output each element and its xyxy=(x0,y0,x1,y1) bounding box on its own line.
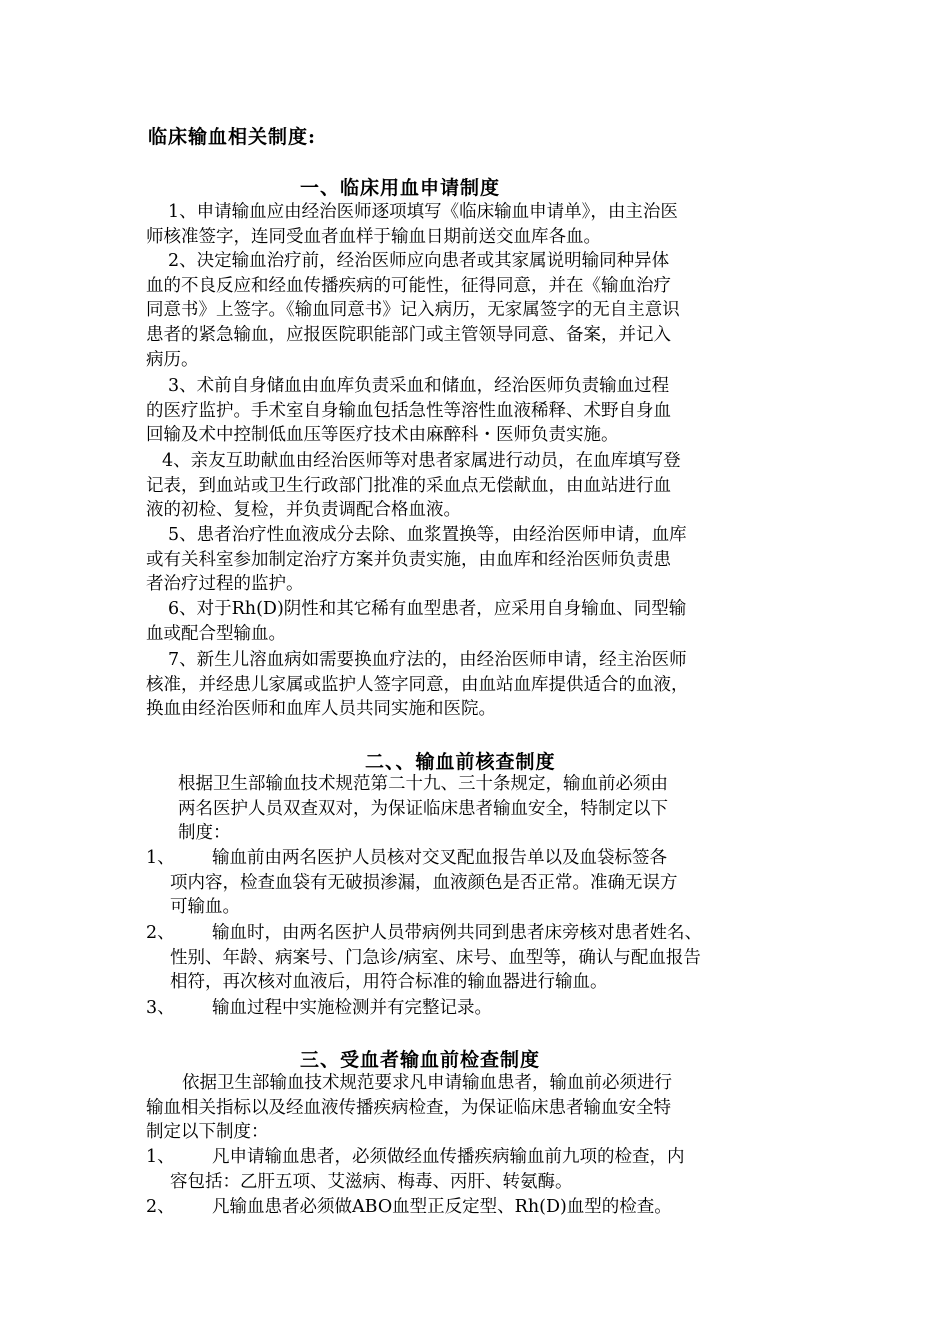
text-line: 回输及术中控制低血压等医疗技术由麻醉科・医师负责实施。 xyxy=(146,425,619,446)
text-line: 输血相关指标以及经血液传播疾病检查，为保证临床患者输血安全特 xyxy=(146,1097,671,1118)
section-3-item-1-number: 1、 xyxy=(146,1147,175,1167)
text-line: 或有关科室参加制定治疗方案并负责实施，由血库和经治医师负责患 xyxy=(146,549,671,570)
text-line: 6、对于Rh(D)阴性和其它稀有血型患者，应采用自身输血、同型输 xyxy=(168,599,687,619)
section-1-paragraph-6 xyxy=(168,597,686,622)
section-1-paragraph-6-cont xyxy=(146,622,286,647)
text-line: 项内容，检查血袋有无破损渗漏，血液颜色是否正常。准确无误方 xyxy=(170,872,678,893)
text-line: 根据卫生部输血技术规范第二十九、三十条规定，输血前必须由 xyxy=(178,774,668,794)
text-line: 相符，再次核对血液后，用符合标准的输血器进行输血。 xyxy=(170,972,608,993)
text-line: 换血由经治医师和血库人员共同实施和医院。 xyxy=(146,699,496,720)
section-2-item-1 xyxy=(212,846,667,871)
text-line: 制度： xyxy=(178,823,231,844)
text-line: 输血过程中实施检测并有完整记录。 xyxy=(212,998,492,1018)
section-3-item-2 xyxy=(212,1195,672,1220)
section-2-item-2-cont xyxy=(170,946,701,995)
text-line: 记表，到血站或卫生行政部门批准的采血点无偿献血，由血站进行血 xyxy=(146,475,671,496)
section-1-paragraph-5 xyxy=(168,523,687,548)
section-3-intro-cont xyxy=(146,1096,671,1145)
text-line: 血或配合型输血。 xyxy=(146,623,286,644)
section-2-item-2 xyxy=(212,921,702,946)
section-1-paragraph-3-cont xyxy=(146,399,671,448)
section-1-paragraph-7 xyxy=(168,648,687,673)
section-2-item-2-number: 2、 xyxy=(146,923,175,943)
text-line: 制定以下制度： xyxy=(146,1122,269,1143)
text-line: 师核准签字，连同受血者血样于输血日期前送交血库各血。 xyxy=(146,226,601,247)
section-1-paragraph-1-cont xyxy=(146,225,601,250)
section-1-paragraph-5-cont xyxy=(146,548,671,597)
section-1-paragraph-1 xyxy=(168,200,678,225)
section-2-item-1-cont xyxy=(170,871,678,920)
text-line: 2、决定输血治疗前，经治医师应向患者或其家属说明输同种异体 xyxy=(168,251,670,272)
section-3-item-1 xyxy=(212,1145,685,1170)
text-line: 凡输血患者必须做ABO血型正反定型、Rh(D)血型的检查。 xyxy=(212,1197,672,1217)
section-2-title: 二、、输血前核查制度 xyxy=(365,751,556,773)
section-3-item-1-cont xyxy=(170,1170,573,1195)
section-3-intro xyxy=(182,1071,672,1096)
document-title: 临床输血相关制度: xyxy=(148,126,317,148)
text-line: 凡申请输血患者，必须做经血传播疾病输血前九项的检查，内 xyxy=(212,1147,685,1167)
text-line: 的医疗监护。手术室自身输血包括急性等溶性血液稀释、术野自身血 xyxy=(146,400,671,421)
section-1-paragraph-2-cont xyxy=(146,274,680,372)
text-line: 依据卫生部输血技术规范要求凡申请输血患者，输血前必须进行 xyxy=(182,1073,672,1093)
section-2-intro xyxy=(178,772,668,846)
text-line: 核准，并经患儿家属或监护人签字同意，由血站血库提供适合的血液， xyxy=(146,674,689,695)
text-line: 性别、年龄、病案号、门急诊/病室、床号、血型等，确认与配血报告 xyxy=(170,947,701,968)
text-line: 患者的紧急输血，应报医院职能部门或主管领导同意、备案，并记入 xyxy=(146,324,671,345)
text-line: 血的不良反应和经血传播疾病的可能性，征得同意，并在《输血治疗 xyxy=(146,275,671,296)
section-3-title: 三、受血者输血前检查制度 xyxy=(300,1049,541,1071)
text-line: 1、申请输血应由经治医师逐项填写《临床输血申请单》，由主治医 xyxy=(168,202,678,222)
text-line: 容包括：乙肝五项、艾滋病、梅毒、丙肝、转氨酶。 xyxy=(170,1171,573,1192)
text-line: 7、新生儿溶血病如需要换血疗法的，由经治医师申请，经主治医师 xyxy=(168,650,687,670)
text-line: 者治疗过程的监护。 xyxy=(146,574,304,595)
section-2-item-3-number: 3、 xyxy=(146,998,175,1018)
text-line: 输血时，由两名医护人员带病例共同到患者床旁核对患者姓名、 xyxy=(212,923,702,943)
section-1-paragraph-4-cont xyxy=(146,474,671,523)
text-line: 两名医护人员双查双对，为保证临床患者输血安全，特制定以下 xyxy=(178,798,668,819)
text-line: 液的初检、复检，并负责调配合格血液。 xyxy=(146,500,461,521)
text-line: 同意书》上签字。《输血同意书》记入病历，无家属签字的无自主意识 xyxy=(146,300,680,321)
section-1-paragraph-7-cont xyxy=(146,673,689,722)
text-line: 3、术前自身储血由血库负责采血和储血，经治医师负责输血过程 xyxy=(168,376,670,396)
section-2-item-1-number: 1、 xyxy=(146,848,175,868)
text-line: 5、患者治疗性血液成分去除、血浆置换等，由经治医师申请，血库 xyxy=(168,525,687,545)
section-1-paragraph-3 xyxy=(168,374,669,399)
text-line: 可输血。 xyxy=(170,897,240,918)
text-line: 输血前由两名医护人员核对交叉配血报告单以及血袋标签各 xyxy=(212,848,667,868)
section-1-paragraph-2 xyxy=(168,249,669,274)
section-2-item-3 xyxy=(212,996,492,1021)
section-1-paragraph-4 xyxy=(162,449,681,474)
section-1-title: 一、临床用血申请制度 xyxy=(300,177,501,199)
text-line: 病历。 xyxy=(146,349,199,370)
text-line: 4、亲友互助献血由经治医师等对患者家属进行动员，在血库填写登 xyxy=(162,451,681,471)
section-3-item-2-number: 2、 xyxy=(146,1197,175,1217)
